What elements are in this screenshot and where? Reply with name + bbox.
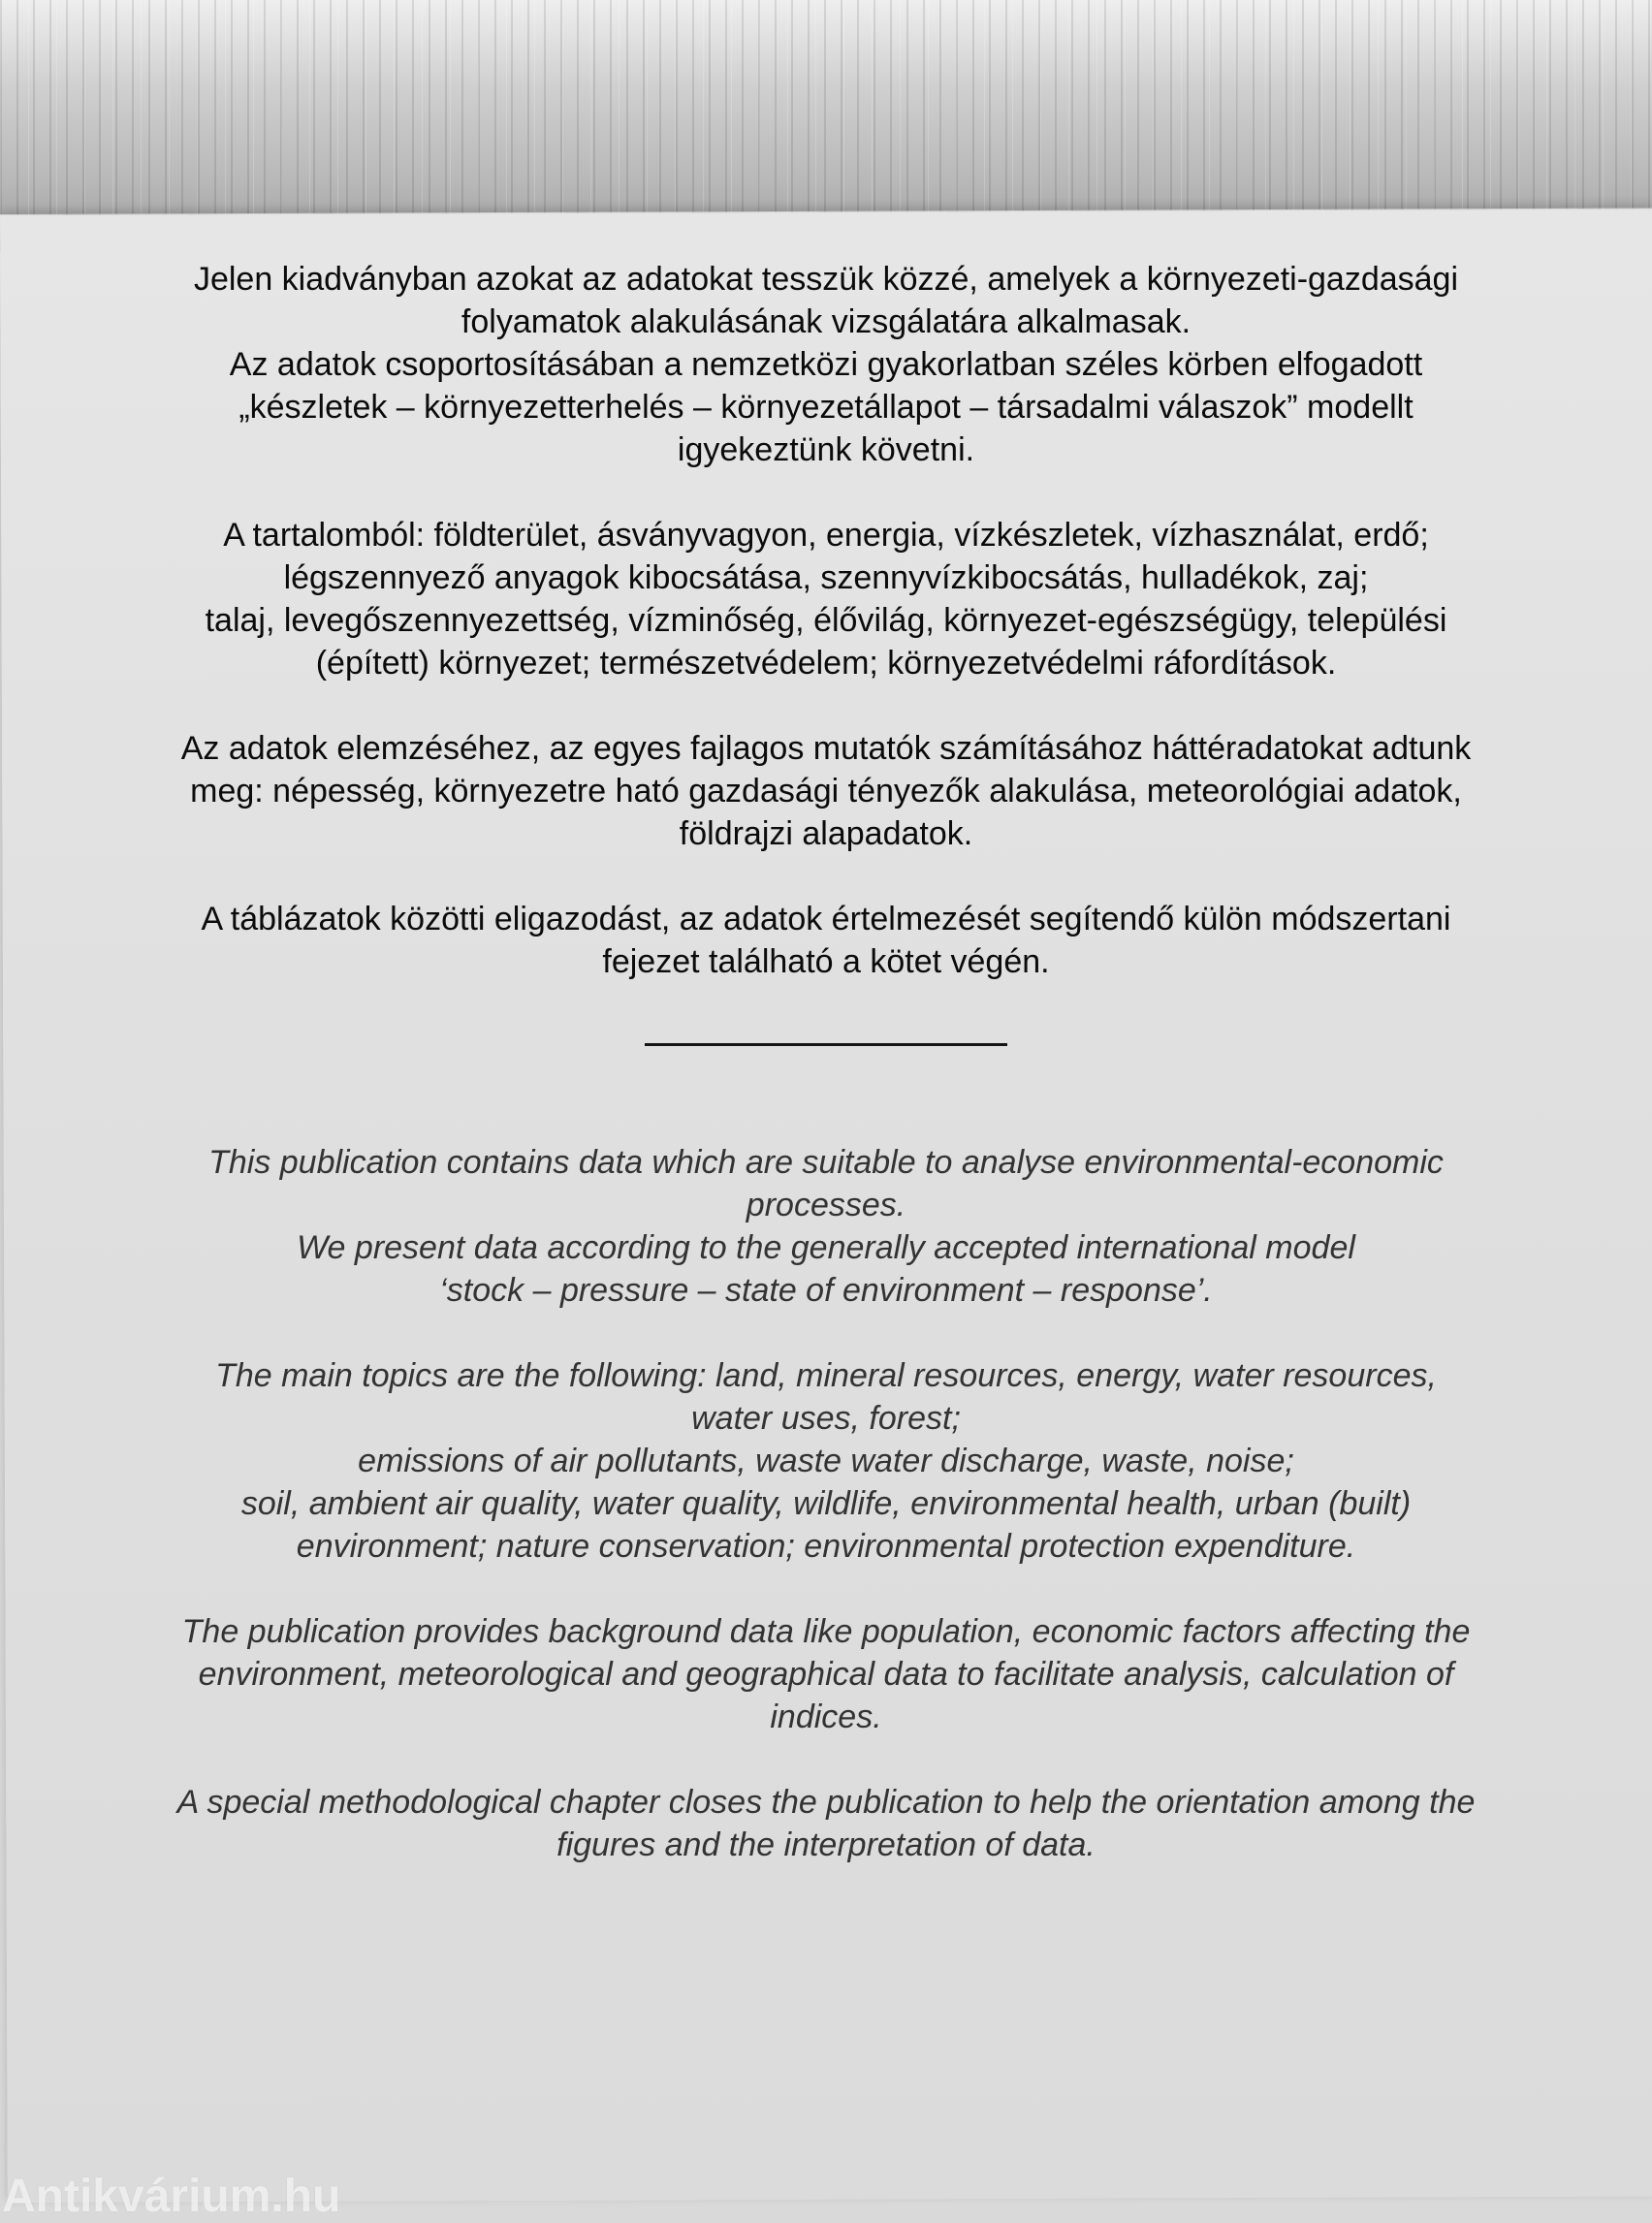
hungarian-intro-line-2: folyamatok alakulásának vizsgálatára alkalmasak. bbox=[461, 303, 1191, 340]
hungarian-contents-line-3: talaj, levegőszennyezettség, vízminőség, élővilág, környezet-egészségügy, települési bbox=[205, 602, 1447, 639]
english-intro-line-1: This publication contains data which are suitable to analyse environmental-economic bbox=[208, 1144, 1444, 1181]
english-topics-line-4: soil, ambient air quality, water quality, wildlife, environmental health, urban (built) bbox=[240, 1485, 1412, 1522]
english-background-line-1: The publication provides background data like population, economic factors affecting the bbox=[181, 1613, 1471, 1650]
hungarian-contents-line-4: (épített) környezet; természetvédelem; környezetvédelmi ráfordítások. bbox=[315, 645, 1337, 682]
hungarian-model-line-1: Az adatok csoportosításában a nemzetközi gyakorlatban széles körben elfogadott bbox=[229, 346, 1423, 383]
hungarian-analysis-line-3: földrajzi alapadatok. bbox=[679, 815, 973, 852]
hungarian-contents-line-2: légszennyező anyagok kibocsátása, szennyvízkibocsátás, hulladékok, zaj; bbox=[283, 559, 1369, 596]
paragraph-gap bbox=[50, 471, 1602, 514]
hungarian-contents-line-1: A tartalomból: földterület, ásványvagyon, energia, vízkészletek, vízhasználat, erdő; bbox=[223, 517, 1429, 554]
english-topics-line-3: emissions of air pollutants, waste water discharge, waste, noise; bbox=[358, 1443, 1294, 1479]
paragraph-gap bbox=[50, 684, 1602, 727]
english-method-line-1: A special methodological chapter closes the publication to help the orientation among the bbox=[176, 1784, 1476, 1821]
english-method-line-2: figures and the interpretation of data. bbox=[556, 1826, 1096, 1863]
english-topics-line-1: The main topics are the following: land, mineral resources, energy, water resources, bbox=[215, 1357, 1437, 1394]
english-background-line-2: environment, meteorological and geographical data to facilitate analysis, calculation of bbox=[198, 1656, 1454, 1693]
paragraph-gap bbox=[50, 855, 1602, 898]
english-topics-line-2: water uses, forest; bbox=[691, 1400, 961, 1437]
section-divider bbox=[645, 1043, 1007, 1046]
english-model-line-2: ‘stock – pressure – state of environment – response’. bbox=[439, 1272, 1213, 1309]
english-section bbox=[50, 1141, 1602, 1866]
hungarian-section bbox=[50, 258, 1602, 983]
english-topics-line-5: environment; nature conservation; environmental protection expenditure. bbox=[296, 1528, 1356, 1565]
watermark: Antikvárium.hu bbox=[2, 2171, 341, 2222]
hungarian-analysis-line-1: Az adatok elemzéséhez, az egyes fajlagos mutatók számításához háttéradatokat adtunk bbox=[180, 730, 1472, 767]
hungarian-intro-line-1: Jelen kiadványban azokat az adatokat tesszük közzé, amelyek a környezeti-gazdasági bbox=[193, 261, 1459, 298]
hungarian-analysis-line-2: meg: népesség, környezetre ható gazdasági tényezők alakulása, meteorológiai adatok, bbox=[190, 773, 1462, 810]
english-model-line-1: We present data according to the generally accepted international model bbox=[297, 1229, 1355, 1266]
english-intro-line-2: processes. bbox=[746, 1187, 906, 1223]
hungarian-method-line-2: fejezet található a kötet végén. bbox=[602, 943, 1050, 980]
document-content bbox=[50, 258, 1602, 1866]
paragraph-gap bbox=[50, 1312, 1602, 1354]
english-background-line-3: indices. bbox=[770, 1699, 882, 1735]
hungarian-model-line-3: igyekeztünk követni. bbox=[677, 431, 975, 468]
paragraph-gap bbox=[50, 1568, 1602, 1610]
hungarian-model-line-2: „készletek – környezetterhelés – környezetállapot – társadalmi válaszok” modellt bbox=[238, 389, 1414, 426]
paragraph-gap bbox=[50, 1738, 1602, 1781]
hungarian-method-line-1: A táblázatok közötti eligazodást, az adatok értelmezését segítendő külön módszertani bbox=[201, 901, 1451, 937]
